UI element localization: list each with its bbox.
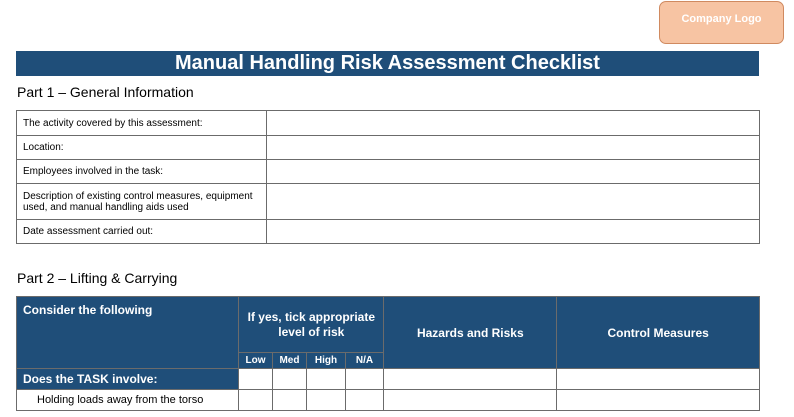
low-checkbox[interactable]	[239, 390, 272, 411]
med-checkbox[interactable]	[272, 369, 306, 390]
med-header: Med	[272, 353, 306, 369]
info-label: Employees involved in the task:	[17, 160, 267, 184]
info-row	[17, 220, 760, 244]
hazards-header: Hazards and Risks	[384, 297, 557, 369]
controls-header: Control Measures	[557, 297, 760, 369]
low-header: Low	[239, 353, 272, 369]
info-label: Description of existing control measures, equipment used, and manual handling aids used	[17, 184, 267, 220]
general-info-table	[16, 110, 760, 244]
info-row	[17, 184, 760, 220]
med-checkbox[interactable]	[272, 390, 306, 411]
info-value-field[interactable]	[267, 220, 760, 244]
hazards-field[interactable]	[384, 390, 557, 411]
info-label: Date assessment carried out:	[17, 220, 267, 244]
info-row	[17, 111, 760, 136]
hazards-field[interactable]	[384, 369, 557, 390]
controls-field[interactable]	[557, 390, 760, 411]
info-label: The activity covered by this assessment:	[17, 111, 267, 136]
info-value-field[interactable]	[267, 136, 760, 160]
high-header: High	[307, 353, 346, 369]
table-row	[17, 390, 760, 411]
consider-header: Consider the following	[17, 297, 239, 369]
info-row	[17, 136, 760, 160]
high-checkbox[interactable]	[307, 390, 346, 411]
info-value-field[interactable]	[267, 160, 760, 184]
task-section-label: Does the TASK involve:	[17, 369, 239, 390]
controls-field[interactable]	[557, 369, 760, 390]
na-header: N/A	[345, 353, 384, 369]
info-value-field[interactable]	[267, 111, 760, 136]
page-title: Manual Handling Risk Assessment Checklist	[16, 51, 759, 76]
part1-heading: Part 1 – General Information	[17, 84, 194, 100]
task-item-label: Holding loads away from the torso	[17, 390, 239, 411]
na-checkbox[interactable]	[345, 390, 384, 411]
info-value-field[interactable]	[267, 184, 760, 220]
risk-level-header: If yes, tick appropriate level of risk	[239, 297, 384, 353]
info-label: Location:	[17, 136, 267, 160]
lifting-carrying-table	[16, 296, 760, 411]
info-row	[17, 160, 760, 184]
company-logo: Company Logo	[659, 1, 784, 44]
part2-heading: Part 2 – Lifting & Carrying	[17, 270, 178, 286]
low-checkbox[interactable]	[239, 369, 272, 390]
na-checkbox[interactable]	[345, 369, 384, 390]
high-checkbox[interactable]	[307, 369, 346, 390]
